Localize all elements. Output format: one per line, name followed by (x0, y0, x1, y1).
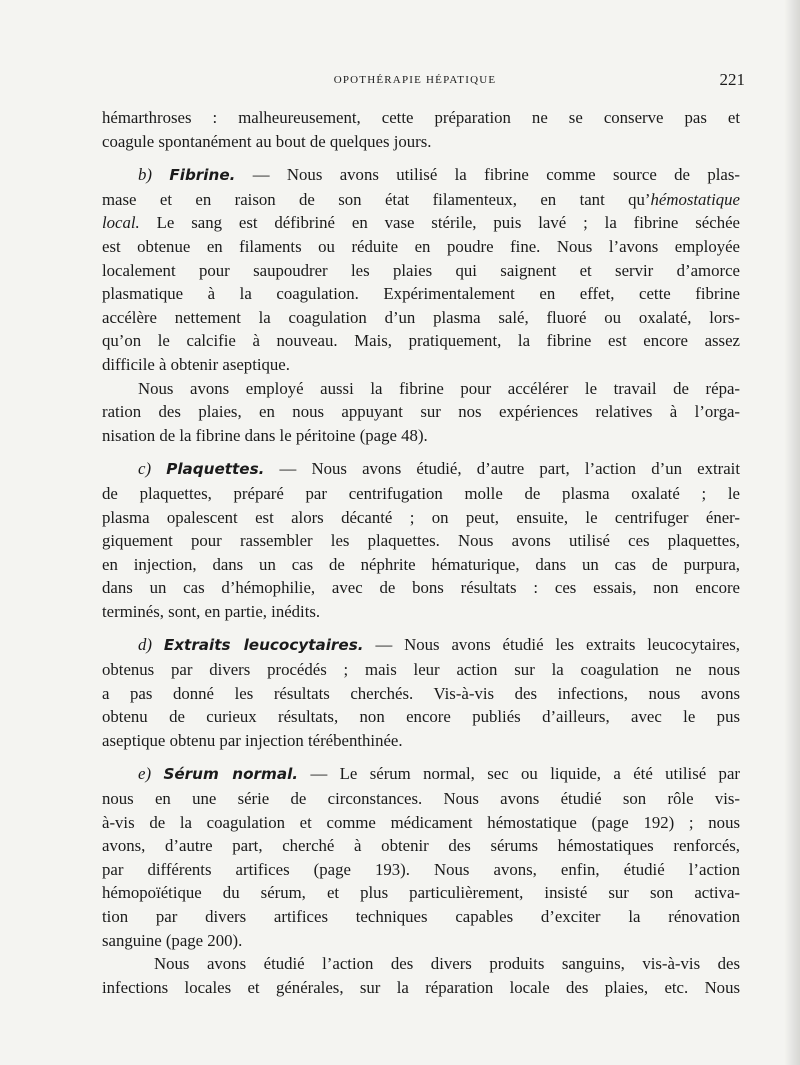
text-line: terminés, sont, en partie, inédits. (102, 601, 321, 621)
text-line: obtenu de curieux résultats, non encore publiés d’ailleurs, avec le pus (102, 707, 740, 727)
text-line: hémopoïétique du sérum, et plus particulièrement, insisté sur son activa- (102, 883, 740, 903)
text-segment: Le sang est défibriné en vase stérile, puis lavé ; la fibrine séchée (139, 213, 740, 233)
italic-term: hémostatique (650, 189, 740, 209)
text-line: à-vis de la coagulation et comme médicament hémostatique (page 192) ; nous (102, 812, 740, 832)
text-segment: mase et en raison de son état filamenteux, en tant qu’ (102, 189, 651, 209)
text-line (102, 163, 740, 188)
text-line: hémarthroses : malheureusement, cette préparation ne se conserve pas et (102, 108, 740, 127)
text-line: de plaquettes, préparé par centrifugation molle de plasma oxalaté ; le (102, 483, 740, 503)
text-line: sanguine (page 200). (102, 930, 243, 950)
page-edge-shadow (784, 0, 800, 1065)
section-letter: b) (138, 165, 152, 185)
text-line: Nous avons employé aussi la fibrine pour accélérer le travail de répa- (138, 378, 740, 398)
paragraph-serum (102, 762, 740, 952)
text-line: qu’on le calcifie à nouveau. Mais, pratiquement, la fibrine est encore assez (102, 331, 740, 351)
paragraph-final (102, 952, 740, 999)
section-heading-plaquettes: Plaquettes. (166, 460, 265, 479)
text-line: obtenus par divers procédés ; mais leur action sur la coagulation ne nous (102, 660, 740, 680)
text-line: giquement pour rassembler les plaquettes. Nous avons utilisé ces plaquettes, (102, 531, 740, 551)
section-heading-leucocytaires: Extraits leucocytaires. (163, 636, 364, 655)
text-line: difficile à obtenir aseptique. (102, 354, 290, 374)
text-line: avons, d’autre part, cherché à obtenir des sérums hémostatiques renforcés, (102, 836, 740, 856)
section-letter: c) (138, 459, 152, 479)
paragraph-leucocytaires (102, 633, 740, 752)
text-line (102, 633, 740, 658)
italic-term: local. (102, 213, 140, 233)
paragraph-intro (102, 106, 740, 153)
text-line: aseptique obtenu par injection térébenthinée. (102, 730, 403, 750)
text-line: nisation de la fibrine dans le péritoine (page 48). (102, 425, 428, 445)
paragraph-fibrine (102, 163, 740, 376)
text-segment: — Nous avons étudié les extraits leucocytaires, (363, 635, 740, 655)
text-line: plasmatique à la coagulation. Expérimentalement en effet, cette fibrine (102, 284, 740, 304)
text-line: dans un cas d’hémophilie, avec de bons résultats : ces essais, non encore (102, 578, 740, 598)
text-line: par différents artifices (page 193). Nous avons, enfin, étudié l’action (102, 859, 740, 879)
running-head (0, 70, 800, 94)
page-number: 221 (719, 70, 745, 89)
text-line: accélère nettement la coagulation d’un plasma salé, fluoré ou oxalaté, lors- (102, 307, 740, 327)
paragraph-fibrine-2 (102, 377, 740, 448)
text-line (102, 457, 740, 482)
text-line: nous en une série de circonstances. Nous avons étudié son rôle vis- (102, 789, 740, 809)
section-heading-fibrine: Fibrine. (169, 166, 236, 185)
text-line: ration des plaies, en nous appuyant sur nos expériences relatives à l’orga- (102, 402, 740, 422)
text-line: plasma opalescent est alors décanté ; on peut, ensuite, le centrifuger éner- (102, 507, 740, 527)
text-line: localement pour saupoudrer les plaies qui saignent et servir d’amorce (102, 260, 740, 280)
text-segment: — Le sérum normal, sec ou liquide, a été utilisé par (298, 764, 740, 784)
text-line (102, 762, 740, 787)
text-line (102, 188, 740, 212)
text-line: est obtenue en filaments ou réduite en poudre fine. Nous l’avons employée (102, 236, 740, 256)
text-segment: — Nous avons étudié, d’autre part, l’action d’un extrait (264, 459, 740, 479)
text-line: infections locales et générales, sur la réparation locale des plaies, etc. Nous (102, 977, 740, 997)
text-line: en injection, dans un cas de néphrite hématurique, dans un cas de purpura, (102, 554, 740, 574)
paragraph-plaquettes (102, 457, 740, 623)
text-line: Nous avons étudié l’action des divers produits sanguins, vis-à-vis des (154, 954, 740, 974)
text-line: a pas donné les résultats cherchés. Vis-à-vis des infections, nous avons (102, 683, 740, 703)
body-text (102, 106, 740, 999)
text-segment: — Nous avons utilisé la fibrine comme source de plas- (235, 165, 740, 185)
running-title: OPOTHÉRAPIE HÉPATIQUE (333, 74, 497, 86)
text-line (102, 211, 740, 235)
text-line: coagule spontanément au bout de quelques jours. (102, 131, 432, 151)
section-letter: d) (138, 635, 152, 655)
section-letter: e) (138, 764, 152, 784)
section-heading-serum: Sérum normal. (163, 765, 299, 784)
text-line: tion par divers artifices techniques capables d’exciter la rénovation (102, 907, 740, 926)
